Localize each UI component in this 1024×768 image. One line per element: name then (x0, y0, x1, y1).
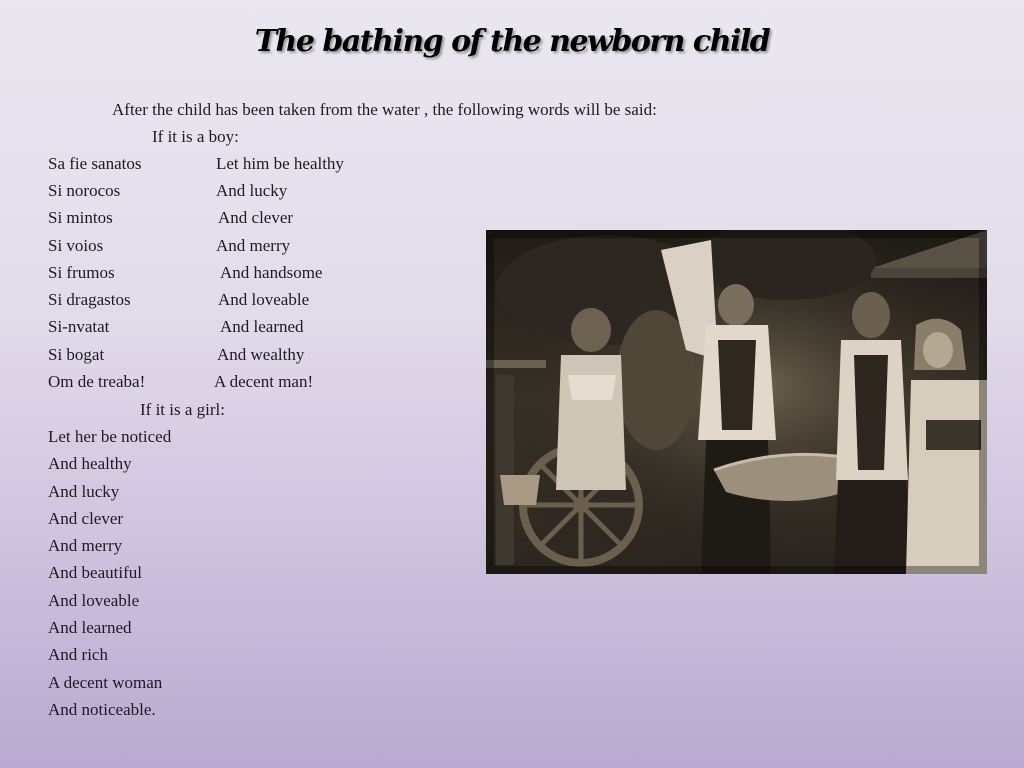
girl-line: And loveable (48, 591, 140, 610)
girl-line: And learned (48, 618, 132, 637)
boy-line-en: And loveable (218, 290, 310, 309)
slide-title: The bathing of the newborn child (254, 24, 770, 59)
boy-line-en: And learned (220, 317, 304, 336)
boy-line-ro: Si voios (48, 236, 104, 255)
girl-line: And clever (48, 509, 124, 528)
girl-heading: If it is a girl: (140, 400, 225, 419)
boy-line-en: And handsome (220, 263, 323, 282)
boy-line-ro: Si frumos (48, 263, 115, 282)
girl-line: And rich (48, 645, 108, 664)
boy-line-ro: Si norocos (48, 181, 121, 200)
boy-line-ro: Si dragastos (48, 290, 131, 309)
boy-line-ro: Si mintos (48, 208, 113, 227)
girl-line: And noticeable. (48, 700, 156, 719)
boy-line-en: And wealthy (217, 345, 305, 364)
boy-line-ro: Sa fie sanatos (48, 154, 142, 173)
girl-line: And beautiful (48, 563, 142, 582)
boy-line-en: Let him be healthy (216, 154, 344, 173)
boy-line-en: And merry (216, 236, 291, 255)
boy-line-ro: Om de treaba! (48, 372, 146, 391)
girl-line: And lucky (48, 482, 120, 501)
boy-line-en: A decent man! (214, 372, 314, 391)
boy-line-en: And lucky (216, 181, 288, 200)
boy-line-ro: Si-nvatat (48, 317, 110, 336)
girl-line: Let her be noticed (48, 427, 172, 446)
girl-line: And merry (48, 536, 123, 555)
intro-text: After the child has been taken from the water , the following words will be said: (112, 100, 657, 119)
boy-heading: If it is a boy: (152, 127, 239, 146)
boy-line-ro: Si bogat (48, 345, 105, 364)
bathing-ritual-photo (486, 230, 987, 574)
boy-line-en: And clever (218, 208, 294, 227)
girl-line: And healthy (48, 454, 132, 473)
girl-line: A decent woman (48, 673, 163, 692)
